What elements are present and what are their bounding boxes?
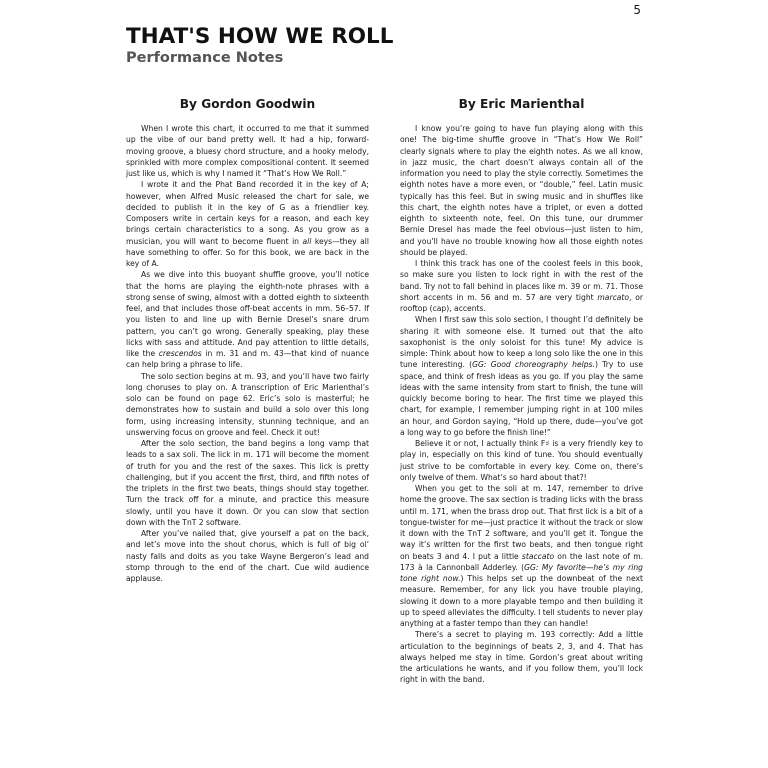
left-column bbox=[126, 97, 369, 584]
text-run: There’s a secret to playing m. 193 correctly: Add a little articulation to the beginnings of beats 2, 3, and 4. That has always helped me stay in time. Gordon’s great about writing the articulations he wants, and if you follow them, you’ll lock right in with the band. bbox=[400, 630, 643, 685]
text-run: ) Try to use space, and think of fresh ideas as you go. If you play the same ideas with the same intensity from start to finish, the tune will quickly become boring to hear. The first time we played this chart, for example, I remember jumping right in at 100 miles an hour, and Gordon saying, “Hold up there, dude—you’ve got a long way to go before the finish line!” bbox=[400, 360, 643, 437]
text-run: After you’ve nailed that, give yourself a pat on the back, and let’s move into the shout chorus, which is full of big ol’ nasty falls and doits as you take Wayne Bergeron’s lead and stomp through to the end of the chart. Cue wild audience applause. bbox=[126, 529, 369, 583]
body-paragraph bbox=[400, 438, 643, 483]
text-run: After the solo section, the band begins a long vamp that leads to a sax soli. The lick in m. 171 will become the moment of truth for you and the rest of the saxes. This lick is pretty challenging, but if you accent the first, third, and fifth notes of the triplets in the first two beats, things should stay together. Turn the track off for a minute, and practice this measure slowly, until you have it down. Or you can slow that section down with the TnT 2 software. bbox=[126, 439, 369, 527]
italic-text: GG: Good choreography helps. bbox=[472, 360, 595, 370]
text-run: The solo section begins at m. 93, and you’ll have two fairly long choruses to play on. A transcription of Eric Marienthal’s solo can be found on page 62. Eric’s solo is masterful; he demonstrates how to sustain and build a solo over this long form, using increasing intensity, stunning technique, and an unswerving focus on groove and feel. Check it out! bbox=[126, 371, 369, 437]
text-run: I think this track has one of the coolest feels in this book, so make sure you listen to lock right in with the rest of the band. Try not to fall behind in places like m. 39 or m. 71. Those short accents in m. 56 and m. 57 are very tight bbox=[400, 259, 643, 302]
page-subtitle: Performance Notes bbox=[126, 50, 284, 66]
body-paragraph bbox=[126, 123, 369, 179]
italic-text: crescendos bbox=[158, 349, 202, 358]
body-paragraph bbox=[126, 371, 369, 439]
text-run: As we dive into this buoyant shuffle groove, you’ll notice that the horns are playing the eighth-note phrases with a strong sense of swing, almost with a dotted eighth to sixteenth feel, and that includes those off-beat accents in mm. 56–57. If you listen to and line up with Bernie Dresel’s snare drum pattern, you can’t go wrong. Generally speaking, play these licks with sass and attitude. And pay attention to little details, like the bbox=[126, 270, 369, 358]
body-paragraph bbox=[126, 179, 369, 269]
body-paragraph bbox=[400, 483, 643, 629]
right-column-body bbox=[400, 123, 643, 686]
text-run: I know you’re going to have fun playing along with this one! The big-time shuffle groove in “That’s How We Roll” clearly signals where to play the eighth notes. As we all know, in jazz music, the chart doesn’t always contain all of the information you need to play the style correctly. Sometimes the eighth notes have a more even, or “double,” feel. Latin music typically has this feel. But in swing music and in shuffles like this chart, the eighth notes have a triplet, or even a dotted eighth to sixteenth note, feel. On this tune, our drummer Bernie Dresel has made the feel obvious—just listen to him, and you’ll have no trouble knowing how all those eighth notes should be played. bbox=[400, 124, 643, 257]
body-paragraph bbox=[126, 438, 369, 528]
text-run: I wrote it and the Phat Band recorded it in the key of A; however, when Alfred Music released the chart for sale, we decided to publish it in the key of G as a friendlier key. Composers write in certain keys for a reason, and each key brings certain characteristics to a song. As you grow as a musician, you will want to become fluent in bbox=[126, 180, 369, 246]
italic-text: GG: My favorite—he’s my ring tone right now. bbox=[400, 562, 643, 583]
body-paragraph bbox=[400, 123, 643, 258]
body-paragraph bbox=[400, 629, 643, 685]
left-column-body bbox=[126, 123, 369, 584]
text-run: ) This helps set up the downbeat of the next measure. Remember, for any lick you have trouble playing, slowing it down to a more playable tempo and then building it up to speed alleviates the difficulty. I tell students to never play anything at a faster tempo than they can handle! bbox=[400, 574, 643, 628]
right-column bbox=[400, 97, 643, 686]
text-run: When I wrote this chart, it occurred to me that it summed up the vibe of our band pretty well. It had a hip, forward-moving groove, a bluesy chord structure, and a hooky melody, sprinkled with more complex compositional content. It seemed just like us, which is why I named it “That’s How We Roll.” bbox=[126, 124, 369, 178]
italic-text: marcato bbox=[597, 292, 630, 302]
body-paragraph bbox=[400, 314, 643, 438]
body-paragraph bbox=[400, 258, 643, 314]
body-paragraph bbox=[126, 528, 369, 584]
text-run: keys—they all have something to offer. So for this book, we are back in the key of A. bbox=[126, 236, 370, 268]
text-run: on the last note of m. 173 à la Cannonball Adderley. ( bbox=[400, 551, 644, 572]
page-number: 5 bbox=[633, 3, 641, 17]
page-title: THAT'S HOW WE ROLL bbox=[126, 24, 394, 49]
text-run: in m. 31 and m. 43—that kind of nuance can help bring a phrase to life. bbox=[126, 349, 370, 370]
text-run: When I first saw this solo section, I thought I’d definitely be sharing it with someone else. It turned out that the alto saxophonist is the only soloist for this tune! My advice is simple: Think about how to keep a long solo like the one in this tune interesting. ( bbox=[400, 315, 643, 370]
text-run: Believe it or not, I actually think F♯ is a very friendly key to play in, especially on this kind of tune. You should eventually just strive to be comfortable in every key. Come on, there’s only twelve of them. What’s so hard about that?! bbox=[400, 439, 643, 482]
italic-text: staccato bbox=[521, 551, 555, 561]
text-run: When you get to the soli at m. 147, remember to drive home the groove. The sax section is trading licks with the brass until m. 171, when the brass drop out. That first lick is a bit of a tongue-twister for me—just practice it without the track or slow it down with the TnT 2 software, and you’ll get it. Tongue the way it’s written for the first two beats, and then tongue right on beats 3 and 4. I put a little bbox=[400, 484, 643, 561]
byline-goodwin: By Gordon Goodwin bbox=[179, 97, 316, 111]
text-run: , or rooftop (cap), accents. bbox=[400, 292, 643, 313]
italic-text: all bbox=[302, 236, 312, 246]
body-paragraph bbox=[126, 269, 369, 370]
byline-marienthal: By Eric Marienthal bbox=[458, 97, 585, 111]
